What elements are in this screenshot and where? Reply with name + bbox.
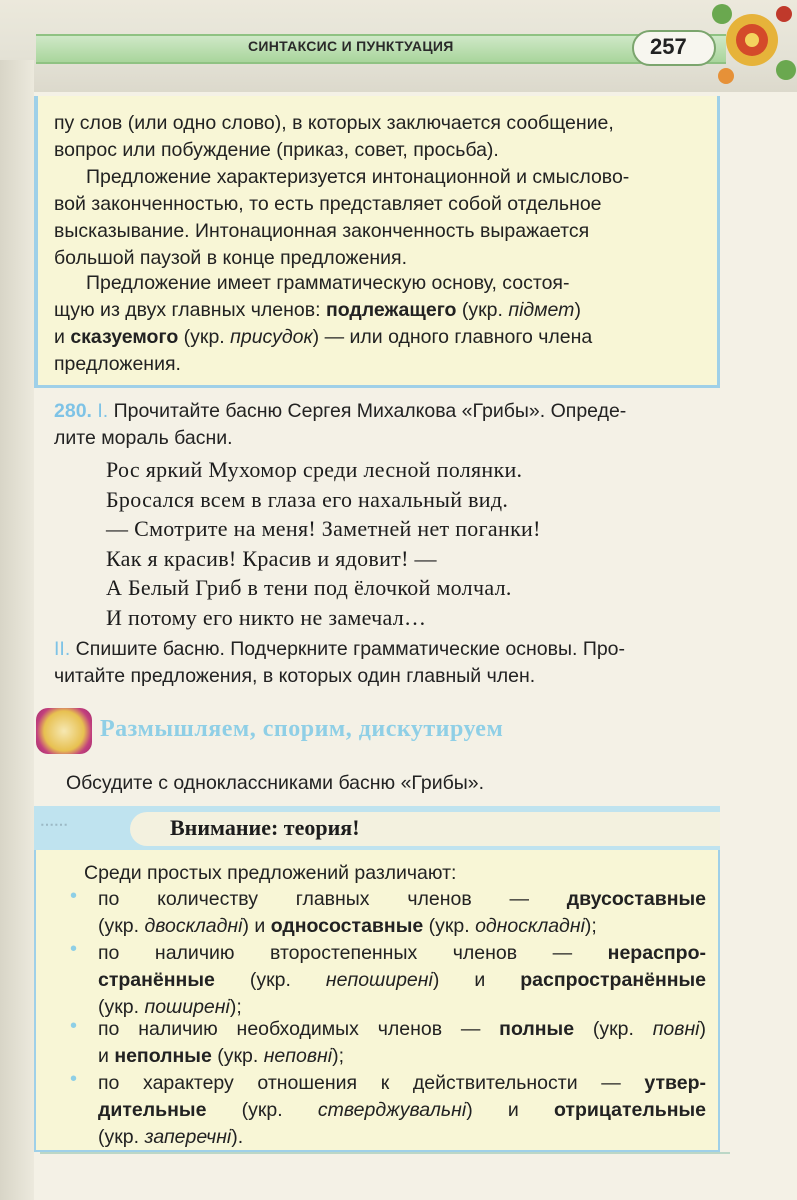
- text-span: по характеру отношения к действительности —: [98, 1072, 645, 1094]
- text-line: большой паузой в конце предложения.: [54, 247, 408, 269]
- page-left-margin-shade: [0, 60, 34, 1200]
- term: неполные: [114, 1045, 212, 1067]
- term-translation: неповні: [263, 1045, 333, 1067]
- text-span: ): [574, 299, 581, 321]
- text-line: [98, 1124, 706, 1151]
- text-line: вопрос или побуждение (приказ, совет, просьба).: [54, 139, 499, 161]
- text-span: (укр.: [456, 299, 509, 321]
- text-span: ): [699, 1018, 707, 1040]
- text-span: Спишите басню. Подчеркните грамматические основы. Про-: [70, 638, 626, 660]
- text-span: );: [332, 1045, 345, 1067]
- text-span: ) и: [242, 915, 271, 937]
- bullet-icon: •: [70, 938, 78, 960]
- text-span: и: [98, 1045, 115, 1067]
- term-translation: стверджувальні: [317, 1099, 467, 1121]
- bullet-icon: •: [70, 1015, 78, 1037]
- task-part-marker: II.: [54, 638, 71, 660]
- text-line: [98, 1097, 706, 1124]
- text-span: (укр.: [574, 1018, 653, 1040]
- term: утвер-: [644, 1072, 706, 1094]
- exercise-number: 280.: [54, 400, 92, 422]
- faded-header-decoration: ⋯⋯: [40, 816, 68, 832]
- theory-paragraph-2: [54, 164, 708, 272]
- term-translation: присудок: [230, 326, 313, 348]
- flower-ornament-icon: [708, 0, 797, 90]
- poem-line: А Белый Гриб в тени под ёлочкой молчал.: [106, 575, 512, 600]
- text-span: (укр.: [98, 915, 145, 937]
- bottom-divider: [40, 1152, 730, 1154]
- term-translation: підмет: [508, 299, 575, 321]
- term: двусоставные: [566, 888, 706, 910]
- text-line: [98, 967, 706, 994]
- text-span: ) и: [432, 969, 521, 991]
- text-line: [54, 324, 708, 351]
- text-span: (укр.: [423, 915, 476, 937]
- text-line: [98, 1016, 706, 1043]
- theory-bullet-2: [98, 940, 706, 1021]
- text-span: ).: [231, 1126, 244, 1148]
- term: странённые: [98, 969, 215, 991]
- text-span: Прочитайте басню Сергея Михалкова «Грибы». Опреде-: [108, 400, 627, 422]
- text-span: (укр.: [98, 1126, 145, 1148]
- theory-bullet-3: [98, 1016, 706, 1070]
- running-header-title: СИНТАКСИС И ПУНКТУАЦИЯ: [248, 38, 454, 54]
- text-span: по наличию второстепенных членов —: [98, 942, 608, 964]
- text-line: предложения.: [54, 353, 181, 375]
- text-span: (укр.: [214, 969, 326, 991]
- term-predicate: сказуемого: [70, 326, 179, 348]
- text-line: [98, 1043, 706, 1070]
- term: односоставные: [270, 915, 424, 937]
- text-span: );: [229, 996, 242, 1018]
- text-line: пу слов (или одно слово), в которых заключается сообщение,: [54, 112, 614, 134]
- theory-paragraph-3: [54, 270, 708, 378]
- text-line: [54, 398, 708, 425]
- poem-line: Бросался всем в глаза его нахальный вид.: [106, 486, 509, 512]
- term-translation: двоскладні: [144, 915, 243, 937]
- text-span: и: [54, 326, 71, 348]
- term: отрицательные: [554, 1099, 706, 1121]
- bullet-icon: •: [70, 885, 78, 907]
- text-span: (укр.: [211, 1045, 264, 1067]
- term: распространённые: [520, 969, 706, 991]
- text-line: вой законченностью, то есть представляет собой отдельное: [54, 193, 602, 215]
- term-translation: заперечні: [144, 1126, 232, 1148]
- text-span: щую из двух главных членов:: [54, 299, 326, 321]
- discussion-icon: [36, 708, 92, 754]
- poem-line: И потому его никто не замечал…: [106, 604, 427, 630]
- theory-bullet-4: [98, 1070, 706, 1151]
- poem-line: Как я красив! Красив и ядовит! —: [106, 545, 437, 571]
- theory-bullet-1: [98, 886, 706, 940]
- fable-poem: [106, 455, 666, 632]
- text-line: Предложение характеризуется интонационной и смыслово-: [86, 166, 630, 188]
- discussion-task: Обсудите с одноклассниками басню «Грибы».: [66, 772, 485, 794]
- task-part-marker: I.: [97, 400, 109, 422]
- text-span: (укр.: [206, 1099, 318, 1121]
- poem-line: — Смотрите на меня! Заметней нет поганки!: [106, 516, 541, 541]
- text-span: (укр.: [178, 326, 231, 348]
- text-span: по наличию необходимых членов —: [98, 1018, 500, 1040]
- text-line: [98, 886, 706, 913]
- text-line: [54, 636, 708, 663]
- text-line: читайте предложения, в которых один главный член.: [54, 665, 536, 687]
- term: полные: [499, 1018, 575, 1040]
- term: дительные: [98, 1099, 207, 1121]
- text-line: Предложение имеет грамматическую основу, состоя-: [86, 272, 570, 294]
- term-translation: повні: [652, 1018, 700, 1040]
- term: нераспро-: [607, 942, 706, 964]
- term-translation: поширені: [144, 996, 230, 1018]
- text-span: (укр.: [98, 996, 145, 1018]
- term-translation: односкладні: [475, 915, 585, 937]
- page-number: 257: [650, 34, 687, 59]
- text-line: [98, 940, 706, 967]
- text-span: );: [584, 915, 597, 937]
- poem-line: Рос яркий Мухомор среди лесной полянки.: [106, 457, 523, 482]
- text-line: [98, 913, 706, 940]
- text-line: высказывание. Интонационная законченность выражается: [54, 220, 590, 242]
- text-span: ) — или одного главного члена: [312, 326, 593, 348]
- term-subject: подлежащего: [325, 299, 457, 321]
- text-line: лите мораль басни.: [54, 427, 233, 449]
- term-translation: непоширені: [325, 969, 433, 991]
- exercise-280-task-1: [54, 398, 708, 452]
- text-span: ) и: [466, 1099, 554, 1121]
- theory-paragraph-1: [54, 110, 708, 164]
- discussion-heading: Размышляем, спорим, дискутируем: [100, 716, 504, 742]
- text-line: [98, 1070, 706, 1097]
- exercise-280-task-2: [54, 636, 708, 690]
- theory-intro: Среди простых предложений различают:: [84, 862, 457, 884]
- text-line: [54, 297, 708, 324]
- theory-box-title: Внимание: теория!: [170, 815, 360, 840]
- bullet-icon: •: [70, 1068, 78, 1090]
- text-span: по количеству главных членов —: [98, 888, 567, 910]
